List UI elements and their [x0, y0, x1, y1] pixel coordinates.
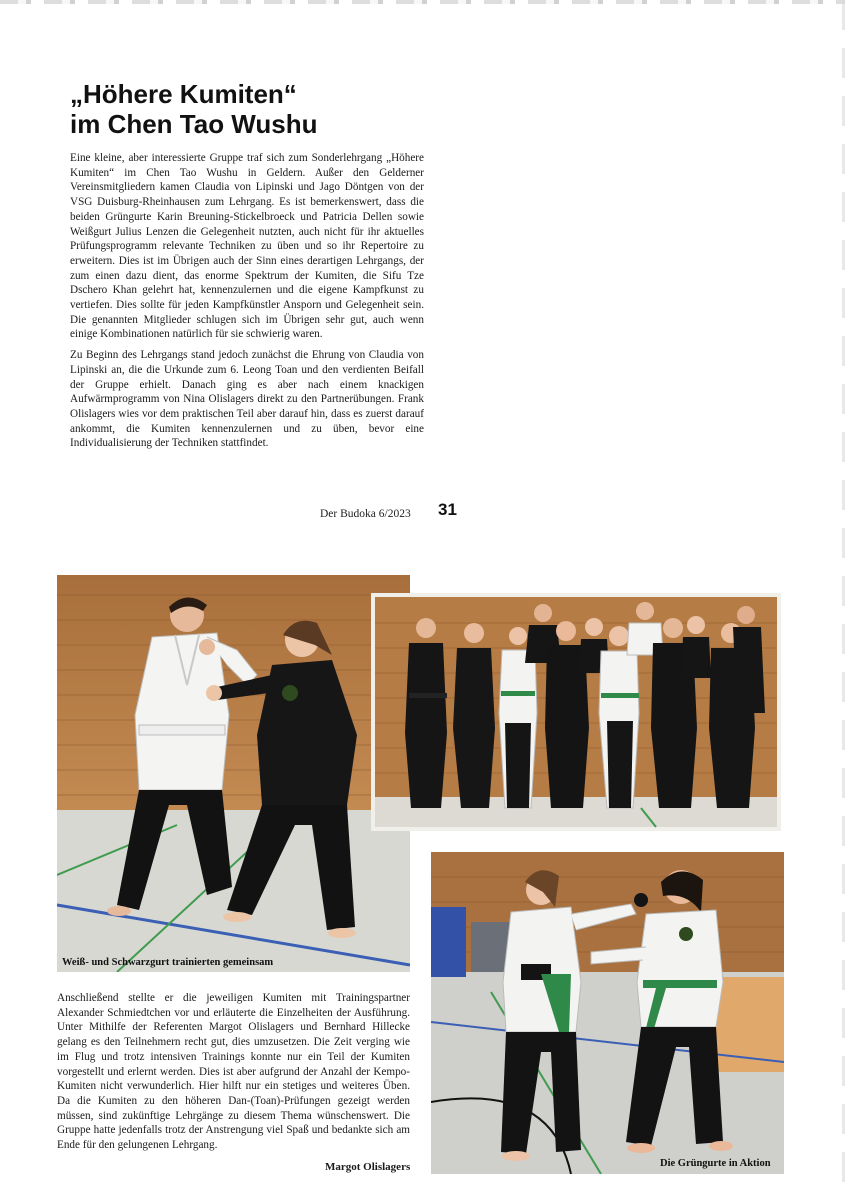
article-body-column2 — [57, 991, 410, 1159]
paragraph: Eine kleine, aber interessierte Gruppe traf sich zum Sonderlehrgang „Höhere Kumiten“ im Chen Tao Wushu in Geldern. Außer den Gelderner Vereinsmitgliedern kamen Claudia von Lipinski und Jago Döntgen von der VSG Duisburg-Rheinhausen zum Lehrgang. Es ist bemerkenswert, dass die beiden Grüngurte Karin Breuning-Stickelbroeck und Patricia Dellen sowie Weißgurt Julius Lenzen die Gelegenheit nutzten, auch nicht für ihr aktuelles Prüfungsprogramm relevante Techniken zu üben und so ihr Repertoire zu erweitern. Dies ist im Übrigen auch der Sinn eines derartigen Lehrgangs, der zum einen dazu dient, das enorme Spektrum der Kumiten, die Sifu Tze Dschero Khan gelehrt hat, kennenzulernen und die eigene Kampfkunst zu vertiefen. Dies sollte für jeden Kampfkünstler Ansporn und Gelegenheit sein. Die genannten Mitglieder schlugen sich im Übrigen sehr gut, auch wenn einige Kombinationen natürlich für sie schwierig waren. — [70, 152, 424, 341]
magazine-footer: Der Budoka 6/2023 — [320, 508, 411, 520]
photo-sparring-white-black — [57, 575, 410, 972]
author-name: Margot Olislagers — [325, 1161, 411, 1173]
article-title-line1: „Höhere Kumiten“ — [70, 79, 297, 109]
photo3-caption: Die Grüngurte in Aktion — [660, 1158, 771, 1169]
photo-group — [371, 593, 781, 831]
photo-green-belts — [431, 852, 784, 1174]
article-title — [70, 79, 470, 139]
article-body-column1 — [70, 151, 424, 457]
paragraph: Anschließend stellte er die jeweiligen Kumiten mit Trainingspartner Alexander Schmiedtchen vor und erläuterte die Einzelheiten der Ausführung. Unter Mithilfe der Referenten Margot Olislagers und Bernhard Hillecke gelang es den Teilnehmern recht gut, dies umzusetzen. Die Zeit verging wie im Flug und trotz intensiven Trainings konnte nur ein Teil der Kumiten vorgestellt und erlernt werden. Dies ist aber aufgrund der Anzahl der Kempo-Kumiten nicht verwunderlich. Hier hilft nur ein stetiges und weiteres Üben. Da die Kumiten zu den höheren Dan-(Toan)-Prüfungen gezeigt werden müssen, sind zukünftige Lehrgänge zu diesem Thema wünschenswert. Die Gruppe hatte jedenfalls trotz der Anstrengung viel Spaß und bedankte sich am Ende für den gelungenen Lehrgang. — [57, 992, 410, 1152]
scan-edge-top — [0, 0, 845, 4]
page-number: 31 — [438, 500, 457, 519]
photo1-caption: Weiß- und Schwarzgurt trainierten gemeinsam — [62, 957, 274, 968]
paragraph: Zu Beginn des Lehrgangs stand jedoch zunächst die Ehrung von Claudia von Lipinski an, die die Urkunde zum 6. Leong Toan und den verdienten Beifall der Gruppe erhielt. Danach ging es aber nach einem knackigen Aufwärmprogramm von Nina Olislagers direkt zu den Partnerübungen. Frank Olislagers wies vor dem praktischen Teil aber darauf hin, dass es zuerst darauf ankommt, die Kumiten kennenzulernen und zu üben, bevor eine Individualisierung der Techniken stattfindet. — [70, 349, 424, 450]
article-title-line2: im Chen Tao Wushu — [70, 109, 318, 139]
